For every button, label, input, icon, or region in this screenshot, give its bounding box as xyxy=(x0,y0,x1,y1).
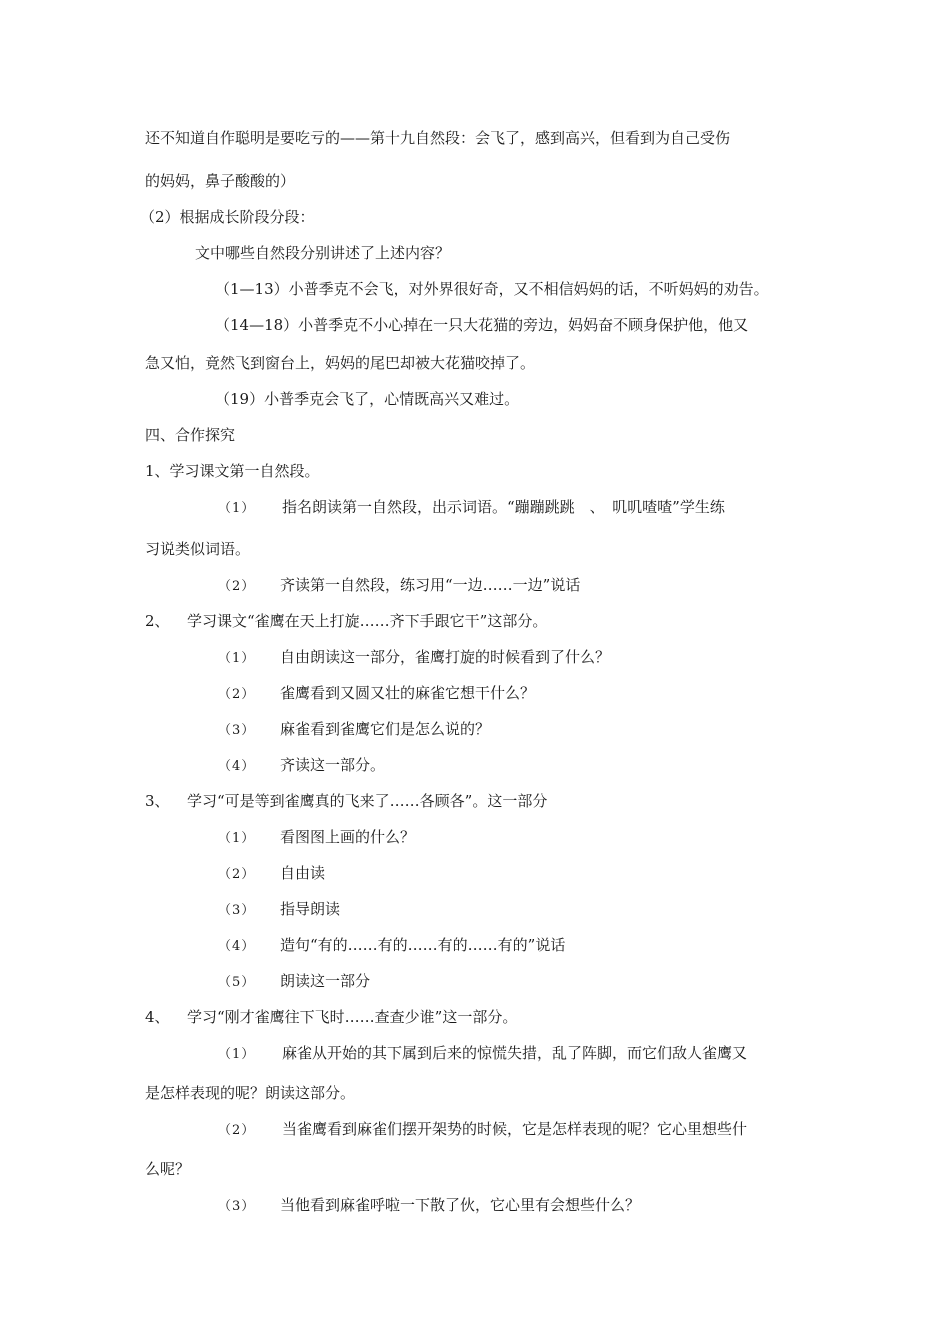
text-line: 齐读第一自然段，练习用“一边……一边”说话 xyxy=(280,576,581,594)
text-line: 指名朗读第一自然段，出示词语。“蹦蹦跳跳 、 叽叽喳喳”学生练 xyxy=(282,498,725,516)
text-line: 当雀鹰看到麻雀们摆开架势的时候，它是怎样表现的呢？它心里想些什 xyxy=(282,1120,748,1138)
text-line: （2）根据成长阶段分段： xyxy=(140,208,315,226)
text-line: （19）小普季克会飞了，心情既高兴又难过。 xyxy=(215,390,520,408)
text-line: 当他看到麻雀呼啦一下散了伙，它心里有会想些什么？ xyxy=(280,1196,641,1214)
item-number: （2） xyxy=(218,687,256,702)
text-line: 麻雀看到雀鹰它们是怎么说的？ xyxy=(280,720,491,738)
text-line: 造句“有的……有的……有的……有的”说话 xyxy=(280,936,566,954)
text-line: （1—13）小普季克不会飞，对外界很好奇，又不相信妈妈的话，不听妈妈的劝告。 xyxy=(215,280,769,298)
item-number: （4） xyxy=(218,759,256,774)
item-number: （2） xyxy=(218,579,256,594)
text-line: （14—18）小普季克不小心掉在一只大花猫的旁边，妈妈奋不顾身保护他，他又 xyxy=(215,316,749,334)
item-number: （1） xyxy=(218,651,256,666)
text-line: 1、学习课文第一自然段。 xyxy=(145,462,320,480)
text-line: 自由读 xyxy=(280,864,326,882)
item-number: （1） xyxy=(218,831,256,846)
item-number: （3） xyxy=(218,723,256,738)
text-line: 急又怕，竟然飞到窗台上，妈妈的尾巴却被大花猫咬掉了。 xyxy=(145,354,536,372)
item-number: 3、 xyxy=(145,792,170,810)
text-line: 学习课文“雀鹰在天上打旋……齐下手跟它干”这部分。 xyxy=(187,612,548,630)
item-number: （4） xyxy=(218,939,256,954)
item-number: （1） xyxy=(218,1047,256,1062)
text-line: 文中哪些自然段分别讲述了上述内容？ xyxy=(195,244,451,262)
text-line: 么呢？ xyxy=(145,1160,191,1178)
text-line: 指导朗读 xyxy=(280,900,341,918)
text-line: 雀鹰看到又圆又壮的麻雀它想干什么？ xyxy=(280,684,536,702)
text-line: 学习“刚才雀鹰往下飞时……查查少谁”这一部分。 xyxy=(187,1008,518,1026)
text-line: 看图图上画的什么？ xyxy=(280,828,416,846)
section-heading: 四、合作探究 xyxy=(145,426,236,444)
item-number: 4、 xyxy=(145,1008,170,1026)
text-line: 朗读这一部分 xyxy=(280,972,371,990)
text-line: 自由朗读这一部分，雀鹰打旋的时候看到了什么？ xyxy=(280,648,611,666)
text-line: 还不知道自作聪明是要吃亏的——第十九自然段：会飞了，感到高兴，但看到为自己受伤 xyxy=(145,129,731,147)
item-number: （2） xyxy=(218,1123,256,1138)
text-line: 习说类似词语。 xyxy=(145,540,251,558)
text-line: 学习“可是等到雀鹰真的飞来了……各顾各”。这一部分 xyxy=(187,792,548,810)
text-line: 的妈妈，鼻子酸酸的） xyxy=(145,172,296,190)
item-number: （3） xyxy=(218,1199,256,1214)
item-number: （5） xyxy=(218,975,256,990)
item-number: （1） xyxy=(218,501,256,516)
text-line: 麻雀从开始的其下属到后来的惊慌失措，乱了阵脚，而它们敌人雀鹰又 xyxy=(282,1044,748,1062)
item-number: 2、 xyxy=(145,612,170,630)
text-line: 齐读这一部分。 xyxy=(280,756,386,774)
text-line: 是怎样表现的呢？朗读这部分。 xyxy=(145,1084,356,1102)
item-number: （2） xyxy=(218,867,256,882)
item-number: （3） xyxy=(218,903,256,918)
